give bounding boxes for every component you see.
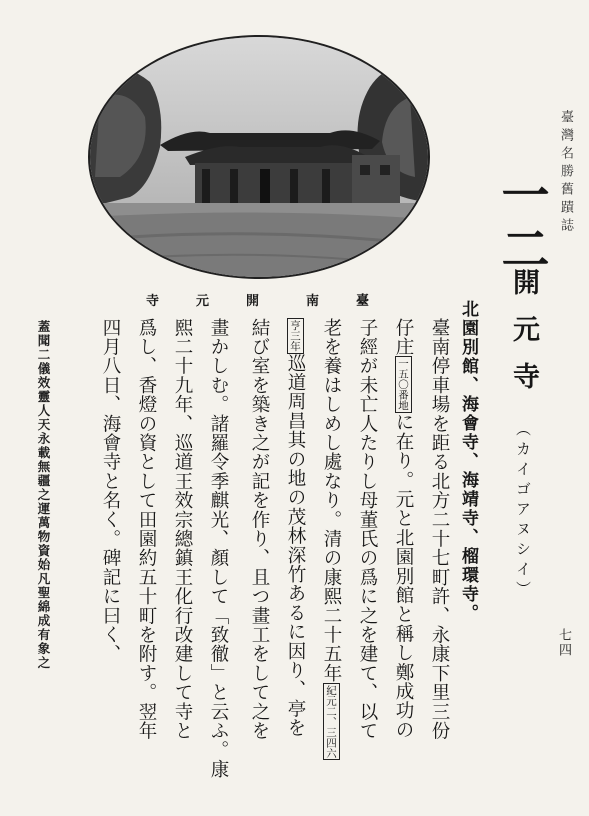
page-number: 七四 [556, 628, 571, 658]
body-text: 老を養はしめし處なり。清の康熙二十五年 [321, 318, 342, 683]
era-note: 亨三年 [287, 318, 304, 354]
body-line [354, 318, 380, 740]
title-reading: （カイゴアヌシイ） [514, 421, 532, 601]
address-note: 一五〇番地 [395, 356, 412, 413]
body-line [390, 318, 416, 739]
body-line: 結び室を築き之が記を作り、且つ畫工をして之を [249, 318, 270, 741]
temple-photo-image [90, 37, 428, 277]
section-title: 開元寺 [508, 268, 539, 409]
stele-inscription: 蓋聞二儀效靈人天永載無疆之運萬物資始凡聖綿成有象之 [36, 320, 51, 670]
rubbing-heading: 寺 [146, 294, 160, 309]
body-text: 巡道周昌其の地の茂林深竹あるに因り、亭を [285, 353, 306, 738]
body-text: に在り。元と北園別館と稱し鄭成功の [393, 412, 414, 740]
title-block [504, 268, 543, 601]
chapter-number: 一二 [493, 170, 549, 278]
temple-photo [88, 35, 430, 279]
body-line: 畫かしむ。諸羅令季麒光、顏して「致徹」と云ふ。康 [208, 318, 229, 779]
body-line: 爲し、香燈の資として田園約五十町を附す。翌年 [136, 318, 157, 741]
rubbing-heading: 南 [306, 294, 320, 309]
running-header: 臺灣名勝舊蹟誌 [558, 110, 573, 236]
body-text: 仔庄 [393, 318, 414, 357]
rubbing-heading: 開 [246, 294, 260, 309]
body-text: 子經が未亡人たりし母董氏の爲に之を建て、以て [357, 318, 378, 741]
rubbing-heading: 元 [196, 294, 210, 309]
body-line [318, 318, 344, 760]
alternative-names: 北園別館、海會寺、海靖寺、榴環寺。 [458, 300, 478, 623]
body-line: 四月八日、海會寺と名く。碑記に曰く、 [100, 318, 121, 664]
era-note: 紀元二、三四六 [323, 683, 340, 761]
body-line: 臺南停車場を距る北方二十七町許、永康下里三份 [429, 318, 450, 741]
body-line: 熙二十九年、巡道王效宗總鎮王化行改建して寺と [172, 318, 193, 741]
rubbing-heading: 臺 [356, 294, 370, 309]
body-line [282, 318, 308, 738]
